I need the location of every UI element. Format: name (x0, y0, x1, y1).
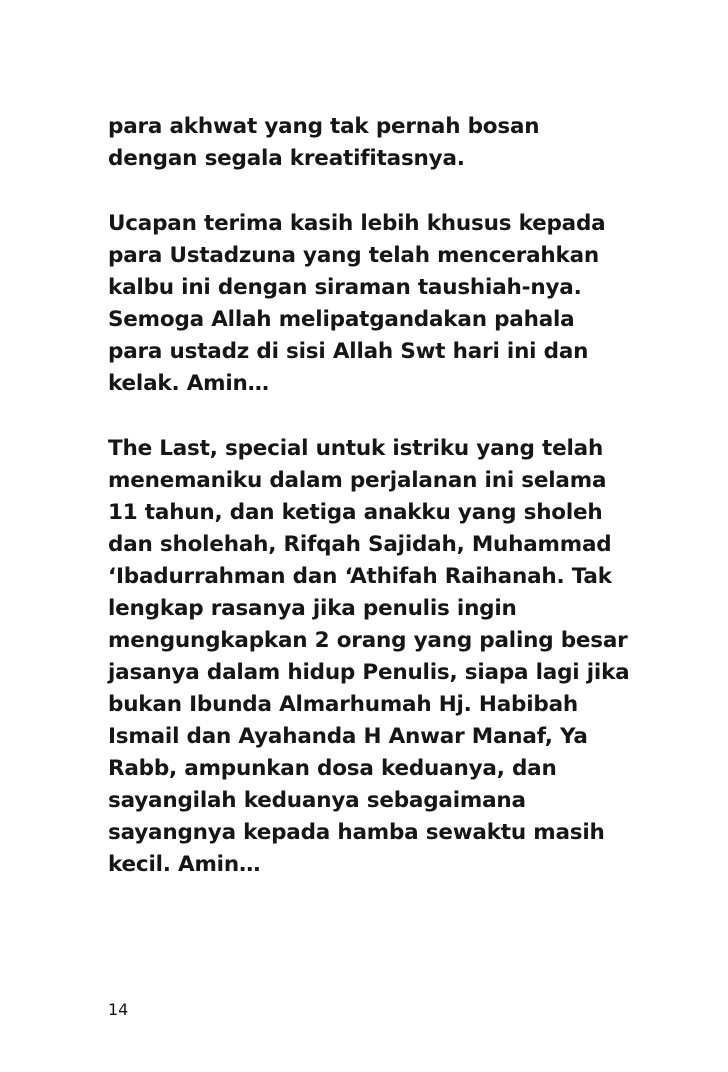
text-line: Rabb, ampunkan dosa keduanya, dan (108, 756, 557, 781)
text-line: bukan Ibunda Almarhumah Hj. Habibah (108, 692, 578, 717)
text-line: dengan segala kreatifitasnya. (108, 146, 465, 171)
page-number: 14 (108, 1000, 129, 1019)
text-line: sayangilah keduanya sebagaimana (108, 788, 526, 813)
text-line: lengkap rasanya jika penulis ingin (108, 596, 517, 621)
text-line: ‘Ibadurrahman dan ‘Athifah Raihanah. Tak (108, 564, 612, 589)
body-text (108, 111, 648, 914)
text-line: menemaniku dalam perjalanan ini selama (108, 468, 607, 493)
text-line: para akhwat yang tak pernah bosan (108, 114, 540, 139)
text-line: para Ustadzuna yang telah mencerahkan (108, 243, 600, 268)
text-line: sayangnya kepada hamba sewaktu masih (108, 820, 605, 845)
text-line: 11 tahun, dan ketiga anakku yang sholeh (108, 500, 603, 525)
text-line: kelak. Amin… (108, 371, 269, 396)
text-line: mengungkapkan 2 orang yang paling besar (108, 628, 628, 653)
text-line: Ucapan terima kasih lebih khusus kepada (108, 211, 606, 236)
text-line: Semoga Allah melipatgandakan pahala (108, 307, 575, 332)
text-line: The Last, special untuk istriku yang telah (108, 436, 604, 461)
text-line: jasanya dalam hidup Penulis, siapa lagi jika (108, 660, 630, 685)
paragraph-3 (108, 433, 648, 881)
text-line: Ismail dan Ayahanda H Anwar Manaf, Ya (108, 724, 588, 749)
text-line: para ustadz di sisi Allah Swt hari ini dan (108, 339, 589, 364)
paragraph-2 (108, 208, 648, 400)
text-line: kecil. Amin… (108, 852, 261, 877)
text-line: dan sholehah, Rifqah Sajidah, Muhammad (108, 532, 612, 557)
text-line: kalbu ini dengan siraman taushiah-nya. (108, 275, 582, 300)
paragraph-1 (108, 111, 648, 175)
